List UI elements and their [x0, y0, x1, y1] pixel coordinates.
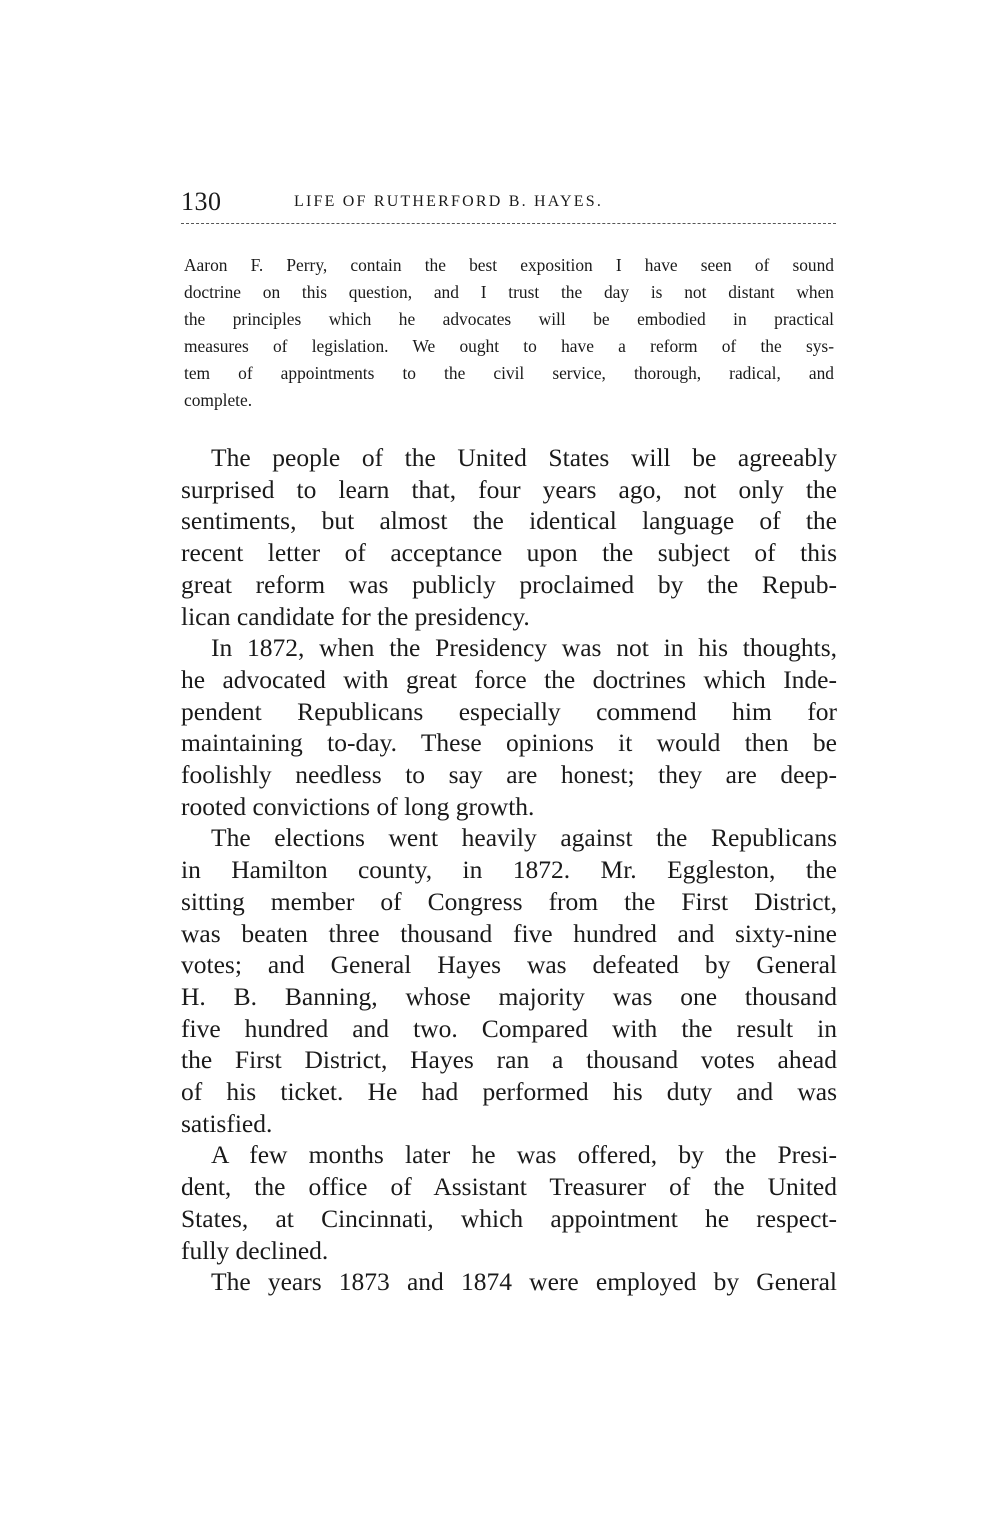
quote-line: the principles which he advocates will be embodied in practical: [184, 309, 834, 329]
text-line: satisfied.: [181, 1108, 273, 1138]
text-line: was beaten three thousand five hundred and sixty-nine: [181, 918, 837, 948]
text-line: foolishly needless to say are honest; they are deep-: [181, 760, 837, 790]
text-line: surprised to learn that, four years ago, not only the: [181, 474, 837, 504]
text-line: H. B. Banning, whose majority was one thousand: [181, 981, 837, 1011]
text-line: recent letter of acceptance upon the subject of this: [181, 538, 837, 568]
block-quote: [184, 252, 834, 414]
text-line: sitting member of Congress from the First District,: [181, 886, 837, 916]
text-line: sentiments, but almost the identical language of the: [181, 506, 837, 536]
text-line: votes; and General Hayes was defeated by General: [181, 950, 837, 980]
paragraph-reform: [181, 442, 837, 632]
text-line: The years 1873 and 1874 were employed by General: [211, 1267, 837, 1297]
text-line: he advocated with great force the doctrines which Inde-: [181, 664, 837, 694]
text-line: of his ticket. He had performed his duty and was: [181, 1077, 837, 1107]
text-line: dent, the office of Assistant Treasurer of the United: [181, 1172, 837, 1202]
text-line: The elections went heavily against the Republicans: [211, 823, 837, 853]
text-line: the First District, Hayes ran a thousand votes ahead: [181, 1045, 837, 1075]
text-line: A few months later he was offered, by the Presi-: [211, 1140, 837, 1170]
quote-line: tem of appointments to the civil service, thorough, radical, and: [184, 363, 834, 383]
text-line: rooted convictions of long growth.: [181, 791, 535, 821]
paragraph-1872-doctrines: [181, 632, 837, 822]
paragraph-treasurer-offer: [181, 1139, 837, 1266]
header-rule: [181, 223, 836, 224]
text-line: States, at Cincinnati, which appointment he respect-: [181, 1203, 837, 1233]
text-line: five hundred and two. Compared with the result in: [181, 1013, 837, 1043]
text-line: maintaining to-day. These opinions it would then be: [181, 728, 837, 758]
body-text: [181, 442, 837, 1298]
quote-line: complete.: [184, 390, 253, 410]
text-line: great reform was publicly proclaimed by the Repub-: [181, 569, 837, 599]
page-number: 130: [181, 187, 222, 216]
quote-line: doctrine on this question, and I trust the day is not distant when: [184, 282, 834, 302]
running-title: LIFE OF RUTHERFORD B. HAYES.: [294, 193, 604, 210]
quote-line: Aaron F. Perry, contain the best exposition I have seen of sound: [184, 255, 834, 275]
text-line: pendent Republicans especially commend him for: [181, 696, 837, 726]
text-line: fully declined.: [181, 1235, 329, 1265]
paragraph-1873-1874: [181, 1266, 837, 1298]
quote-line: measures of legislation. We ought to have a reform of the sys-: [184, 336, 834, 356]
paragraph-elections: [181, 822, 837, 1139]
text-line: In 1872, when the Presidency was not in his thoughts,: [211, 633, 837, 663]
text-line: The people of the United States will be agreeably: [211, 443, 837, 472]
text-line: lican candidate for the presidency.: [181, 601, 530, 631]
running-head: [181, 187, 836, 217]
text-line: in Hamilton county, in 1872. Mr. Eggleston, the: [181, 855, 837, 885]
